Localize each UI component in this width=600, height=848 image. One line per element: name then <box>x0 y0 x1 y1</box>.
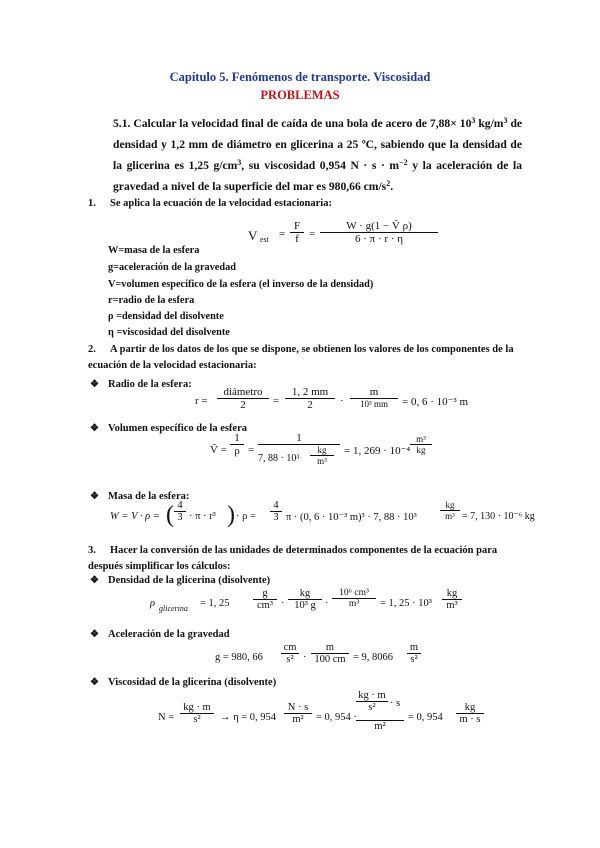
definition-mass: W=masa de la esfera <box>108 245 200 256</box>
diamond-bullet-icon: ❖ <box>90 379 99 390</box>
step-1: 1. Se aplica la ecuación de la velocidad estacionaria: <box>88 198 332 209</box>
density-equation: ρ glicerina = 1, 25 $\frac{g}{\text{cm³}}$ · $\frac{kg}{\text{10³ g}}$ · $\frac{\text{10⁶ cm³}}{\text{m³}}$ = 1, 25 · 10³ $\frac{kg}{\text{m³}}$ <box>150 588 490 624</box>
diamond-bullet-icon: ❖ <box>90 575 99 586</box>
volume-equation: Ṽ = $\frac{1}{\rho}$ = 1 7, 88 · 10³ kg m³ = 1, 269 · 10⁻⁴ $\frac{\text{m³}}{kg}$ <box>210 432 470 484</box>
bullet-density: ❖ Densidad de la glicerina (disolvente) <box>90 575 271 586</box>
viscosity-equation: N = $\frac{kg \cdot m}{\text{s²}}$ → η = 0, 954 $\frac{N \cdot s}{\text{m²}}$ = 0, 954 · kg · m s² · s m² = 0, 954 $\frac{kg}{m \cdot s}$ <box>158 690 488 746</box>
diamond-bullet-icon: ❖ <box>90 423 99 434</box>
definition-volume: V=volumen específico de la esfera (el inverso de la densidad) <box>108 279 374 290</box>
bullet-viscosity: ❖ Viscosidad de la glicerina (disolvente) <box>90 677 277 688</box>
velocity-equation: V est = $\frac{F}{f}$ = $\frac{\text{W · g(1 − Ṽ ρ)}}{6 \cdot \pi \cdot r \cdot \eta}$ <box>248 220 448 260</box>
chapter-title: Capítulo 5. Fenómenos de transporte. Viscosidad <box>169 70 431 84</box>
problem-statement: 5.1. Calcular la velocidad final de caída de una bola de acero de $7,88\times 10^3$ $kg/m^3$ de densidad y 1,2 mm de diámetro en glicerina a 25 ºC, sabiendo que la densidad de la glicerina es 1,25 $g/cm^3$, su viscosidad 0,954 $N \cdot s \cdot m^{-2}$ y la aceleración de la gravedad a nivel de la superficie del mar es 980,66 $cm/s^2$. <box>113 116 523 193</box>
bullet-volume: ❖ Volumen específico de la esfera <box>90 423 248 434</box>
radius-equation: r = diámetro 2 = $\frac{1, 2 mm}{2}$ · m 10³ mm = 0, 6 · 10⁻³ m <box>195 386 469 411</box>
section-title: PROBLEMAS <box>260 88 340 102</box>
step-3: 3. Hacer la conversión de las unidades de determinados componentes de la ecuación para después simplificar los cálculos: <box>88 545 498 572</box>
definition-gravity: g=aceleración de la gravedad <box>108 262 236 273</box>
bullet-radius: ❖ Radio de la esfera: <box>90 379 192 390</box>
diamond-bullet-icon: ❖ <box>90 491 99 502</box>
diamond-bullet-icon: ❖ <box>90 677 99 688</box>
diamond-bullet-icon: ❖ <box>90 629 99 640</box>
mass-equation: W = V · ρ = ( $\frac{4}{3}$ · π · r³ ) · ρ = $\frac{4}{3}$ π · (0, 6 · 10⁻³ m)³ · 7, 88 · 10³ $\frac{kg}{\text{m³}}$ = 7, 130 · 10⁻⁶ kg <box>110 500 535 528</box>
definition-density: ρ =densidad del disolvente <box>108 311 224 322</box>
definition-radius: r=radio de la esfera <box>108 295 195 306</box>
definition-viscosity: η =viscosidad del disolvente <box>108 327 230 338</box>
step-2: 2. A partir de los datos de los que se dispone, se obtienen los valores de los componentes de la ecuación de la velocidad estacionaria: <box>88 344 514 371</box>
gravity-equation: g = 980, 66 $\frac{cm}{\text{s²}}$ · $\frac{m}{100 cm}$ = 9, 8066 $\frac{m}{\text{s²}}$ <box>215 642 435 678</box>
bullet-mass: ❖ Masa de la esfera: <box>90 491 190 502</box>
bullet-gravity: ❖ Aceleración de la gravedad <box>90 629 230 640</box>
problem-number: 5.1. <box>113 117 131 130</box>
